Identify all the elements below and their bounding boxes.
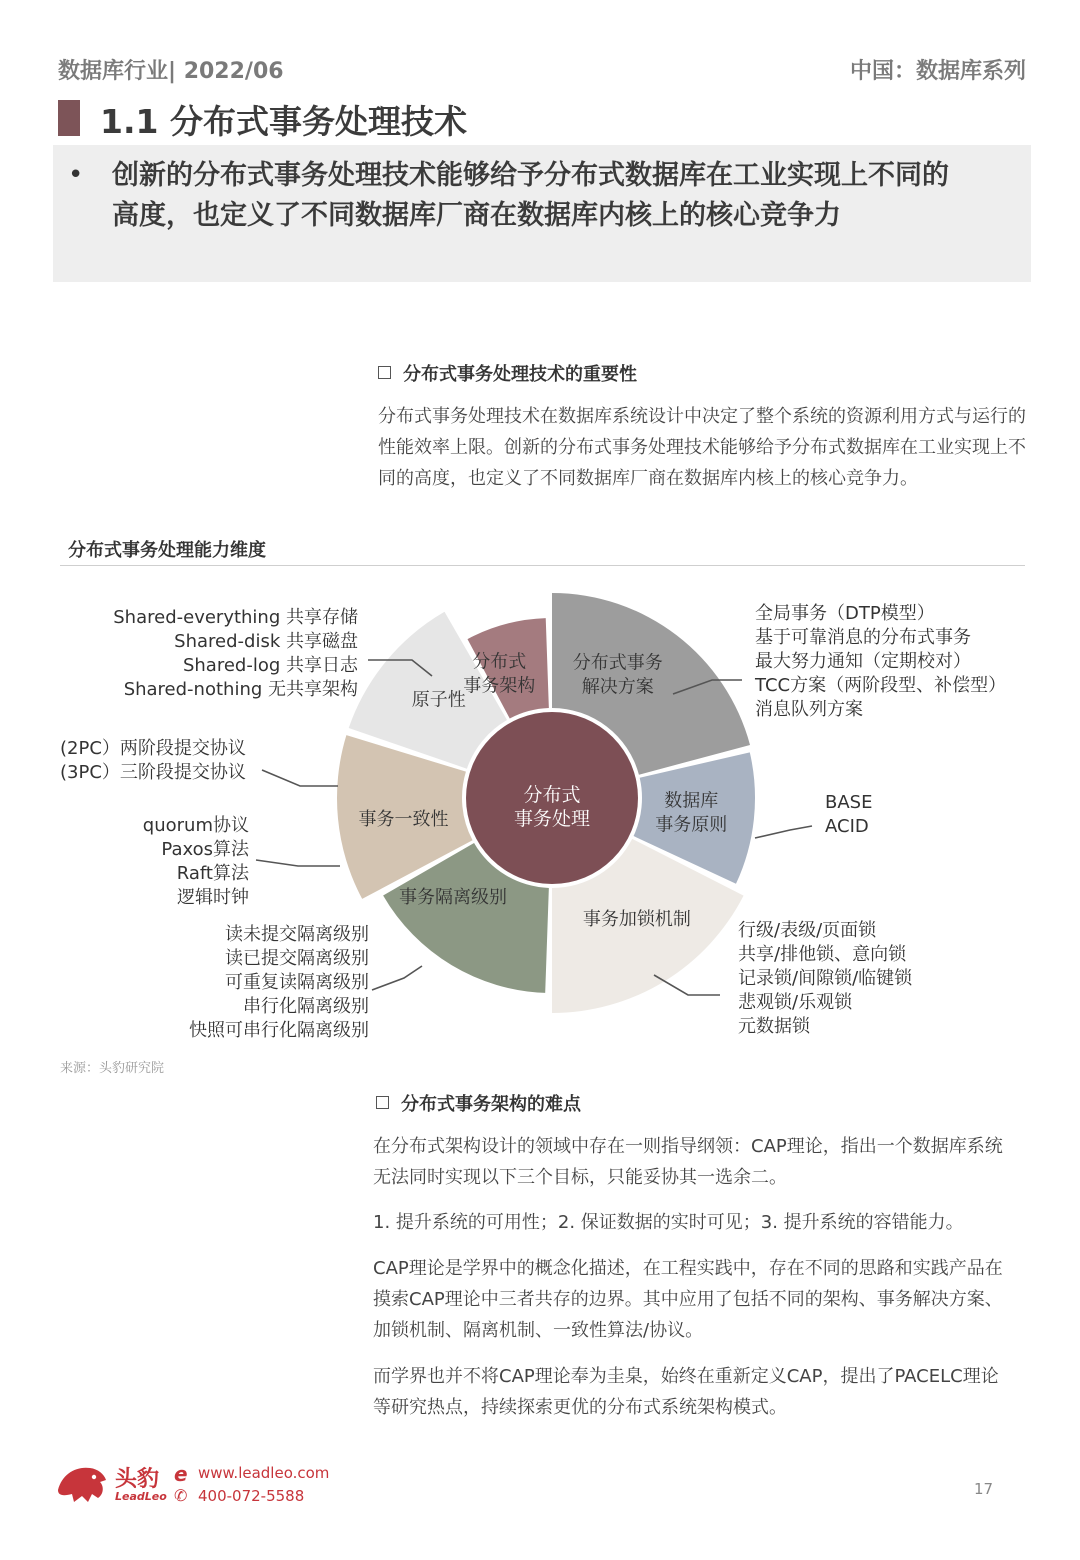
segment-label-architecture-1: 分布式: [472, 651, 527, 673]
leopard-logo-icon: [54, 1460, 110, 1506]
label-sol-5: 消息队列方案: [755, 699, 863, 720]
label-cons-3: Raft算法: [176, 863, 249, 884]
label-iso-1: 读未提交隔离级别: [225, 924, 369, 945]
labels-atomicity: [60, 737, 246, 785]
section2-heading-text: 分布式事务架构的难点: [401, 1094, 581, 1115]
labels-locking: [738, 919, 912, 1039]
label-lock-1: 行级/表级/页面锁: [738, 920, 877, 941]
label-iso-3: 可重复读隔离级别: [225, 972, 369, 993]
web-e-icon: e: [174, 1462, 188, 1486]
footer-website[interactable]: www.leadleo.com: [198, 1464, 330, 1482]
label-arch-2: Shared-disk 共享磁盘: [174, 631, 358, 652]
labels-consistency: [143, 814, 249, 910]
checkbox-icon: [378, 366, 391, 379]
figure-title: 分布式事务处理能力维度: [68, 540, 266, 561]
section2-paragraph-2: 1. 提升系统的可用性；2. 保证数据的实时可见；3. 提升系统的容错能力。: [373, 1212, 964, 1233]
label-sol-3: 最大努力通知（定期校对）: [755, 651, 971, 672]
summary-text: 创新的分布式事务处理技术能够给予分布式数据库在工业实现上不同的高度，也定义了不同数据库厂商在数据库内核上的核心竞争力: [112, 160, 949, 231]
section1-heading-text: 分布式事务处理技术的重要性: [403, 364, 637, 385]
section2-paragraph-4: 而学界也并不将CAP理论奉为圭臬，始终在重新定义CAP，提出了PACELC理论等研究热点，持续探索更优的分布式系统架构模式。: [373, 1366, 999, 1418]
labels-architecture: [113, 606, 358, 702]
label-iso-5: 快照可串行化隔离级别: [189, 1020, 369, 1041]
label-iso-2: 读已提交隔离级别: [225, 948, 369, 969]
footer-phone: 400-072-5588: [198, 1487, 305, 1505]
segment-label-consistency-1: 事务一致性: [358, 808, 449, 830]
section1-paragraph: 分布式事务处理技术在数据库系统设计中决定了整个系统的资源利用方式与运行的性能效率上限。创新的分布式事务处理技术能够给予分布式数据库在工业实现上不同的高度，也定义了不同数据库厂商在数据库内核上的核心竞争力。: [378, 406, 1026, 489]
segment-label-solution-1: 分布式事务: [572, 652, 663, 674]
label-iso-4: 串行化隔离级别: [243, 996, 369, 1017]
title-accent-bar: [58, 100, 80, 136]
leader-atomicity: [262, 770, 338, 786]
footer-logo-text: 头豹: [115, 1467, 160, 1492]
figure-divider: [60, 565, 1025, 566]
label-prin-2: ACID: [825, 816, 869, 837]
section1-heading: [378, 360, 637, 386]
label-lock-3: 记录锁/间隙锁/临键锁: [738, 968, 913, 989]
section2-paragraph-1: 在分布式架构设计的领域中存在一则指导纲领：CAP理论，指出一个数据库系统无法同时实现以下三个目标，只能妥协其一选余二。: [373, 1136, 1003, 1188]
segment-label-architecture-2: 事务架构: [463, 675, 536, 697]
summary-bullet: •: [68, 160, 84, 190]
leader-isolation: [372, 966, 422, 990]
page-title: 1.1 分布式事务处理技术: [100, 102, 467, 141]
label-arch-3: Shared-log 共享日志: [182, 655, 358, 676]
label-atom-1: (2PC）两阶段提交协议: [60, 738, 246, 759]
page-number: 17: [974, 1480, 994, 1498]
label-prin-1: BASE: [825, 792, 873, 813]
figure-source: 来源：头豹研究院: [60, 1061, 165, 1076]
header-report-tag: 数据库行业| 2022/06: [58, 59, 284, 84]
label-cons-1: quorum协议: [142, 815, 249, 836]
label-arch-1: Shared-everything 共享存储: [113, 607, 358, 628]
label-sol-4: TCC方案（两阶段型、补偿型）: [755, 675, 1007, 696]
label-cons-4: 逻辑时钟: [177, 887, 249, 908]
segment-label-locking-1: 事务加锁机制: [582, 909, 691, 931]
section2-paragraph-3: CAP理论是学界中的概念化描述，在工程实践中，存在不同的思路和实践产品在摸索CAP理论中三者共存的边界。其中应用了包括不同的架构、事务解决方案、加锁机制、隔离机制、一致性算法/协议。: [373, 1258, 1003, 1341]
header-series-tag: 中国：数据库系列: [849, 59, 1026, 84]
leader-consistency: [256, 860, 340, 866]
label-lock-2: 共享/排他锁、意向锁: [738, 944, 907, 965]
leader-principle: [755, 826, 812, 838]
label-sol-1: 全局事务（DTP模型）: [755, 603, 935, 624]
segment-label-principle-2: 事务原则: [655, 814, 728, 836]
center-label-line1: 分布式: [523, 784, 581, 806]
phone-icon: ✆: [174, 1486, 188, 1505]
checkbox-icon: [376, 1096, 389, 1109]
label-arch-4: Shared-nothing 无共享架构: [123, 679, 358, 700]
segment-label-isolation-1: 事务隔离级别: [399, 886, 508, 908]
segment-label-solution-2: 解决方案: [581, 676, 654, 698]
labels-principle: [825, 791, 872, 839]
footer-logo-sub: LeadLeo: [115, 1490, 167, 1503]
label-atom-2: (3PC）三阶段提交协议: [60, 762, 246, 783]
segment-label-atomicity-1: 原子性: [411, 689, 466, 711]
section2-heading: [376, 1090, 581, 1116]
labels-isolation: [189, 923, 369, 1043]
center-label-line2: 事务处理: [513, 808, 591, 830]
label-lock-4: 悲观锁/乐观锁: [738, 992, 853, 1013]
segment-label-principle-1: 数据库: [664, 790, 719, 812]
label-lock-5: 元数据锁: [738, 1016, 810, 1037]
labels-solution: [755, 602, 1006, 722]
label-cons-2: Paxos算法: [161, 839, 249, 860]
label-sol-2: 基于可靠消息的分布式事务: [755, 627, 971, 648]
